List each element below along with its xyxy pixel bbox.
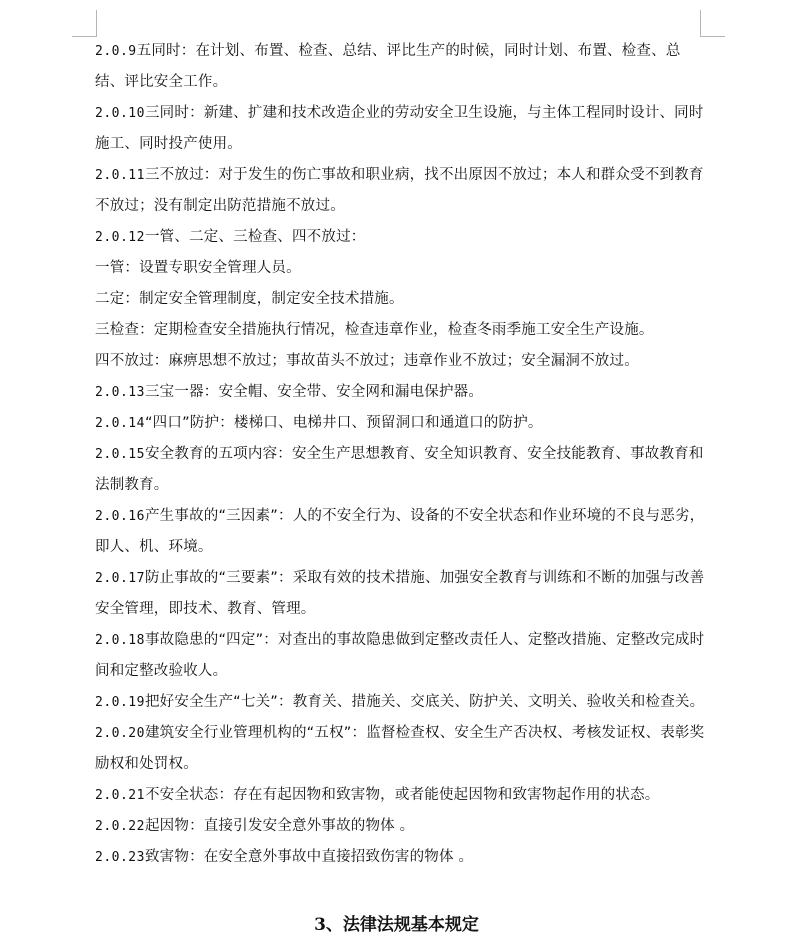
clause-number: 2.0.16 [95,509,145,524]
paragraph-2-0-14 [95,408,705,439]
clause-text: 防止事故的“三要素”：采取有效的技术措施、加强安全教育与训练和不断的加强与改善安全管理，即技术、教育、管理。 [95,570,705,617]
clause-text: 三不放过：对于发生的伤亡事故和职业病，找不出原因不放过；本人和群众受不到教育不放过；没有制定出防范措施不放过。 [95,167,704,214]
clause-text: 建筑安全行业管理机构的“五权”：监督检查权、安全生产否决权、考核发证权、表彰奖励权和处罚权。 [95,725,705,772]
paragraph-2-0-21 [95,780,705,811]
clause-text: 三检查：定期检查安全措施执行情况，检查违章作业，检查冬雨季施工安全生产设施。 [95,322,654,338]
paragraph-2-0-13 [95,377,705,408]
clause-text: 不安全状态：存在有起因物和致害物，或者能使起因物和致害物起作用的状态。 [144,787,660,803]
clause-number: 2.0.21 [95,788,145,803]
clause-text: 把好安全生产“七关”：教育关、措施关、交底关、防护关、文明关、验收关和检查关。 [144,694,705,710]
clause-text: 致害物：在安全意外事故中直接招致伤害的物体 。 [144,849,474,865]
clause-text: 事故隐患的“四定”：对查出的事故隐患做到定整改责任人、定整改措施、定整改完成时间和定整改验收人。 [95,632,705,679]
clause-number: 2.0.9 [95,44,137,59]
paragraph-2-0-10 [95,98,705,160]
clause-text: 一管：设置专职安全管理人员。 [95,260,301,276]
paragraph-2-0-16 [95,501,705,563]
clause-text: “四口”防护：楼梯口、电梯井口、预留洞口和通道口的防护。 [144,415,543,431]
paragraph-si-bu-fang-guo [95,346,705,377]
clause-text: 起因物：直接引发安全意外事故的物体 。 [144,818,415,834]
clause-number: 2.0.19 [95,695,145,710]
clause-number: 2.0.15 [95,447,145,462]
paragraph-er-ding [95,284,705,315]
clause-number: 2.0.22 [95,819,145,834]
clause-text: 产生事故的“三因素”：人的不安全行为、设备的不安全状态和作业环境的不良与恶劣，即人、机、环境。 [95,508,705,555]
paragraph-yi-guan [95,253,705,284]
clause-number: 2.0.14 [95,416,145,431]
clause-text: 安全教育的五项内容：安全生产思想教育、安全知识教育、安全技能教育、事故教育和法制教育。 [95,446,704,493]
section-heading: 3、法律法规基本规定 [314,915,479,935]
clause-number: 2.0.20 [95,726,145,741]
paragraph-2-0-15 [95,439,705,501]
clause-text: 五同时：在计划、布置、检查、总结、评比生产的时候，同时计划、布置、检查、总结、评比安全工作。 [95,43,681,90]
paragraph-2-0-11 [95,160,705,222]
paragraph-san-jian-cha [95,315,705,346]
clause-number: 2.0.12 [95,230,145,245]
clause-number: 2.0.13 [95,385,145,400]
paragraph-2-0-22 [95,811,705,842]
clause-number: 2.0.17 [95,571,145,586]
clause-number: 2.0.11 [95,168,145,183]
page-corner-mark-left [72,10,97,37]
clause-number: 2.0.10 [95,106,145,121]
paragraph-2-0-19 [95,687,705,718]
clause-text: 二定：制定安全管理制度，制定安全技术措施。 [95,291,404,307]
document-body [95,36,705,873]
clause-text: 四不放过：麻痹思想不放过；事故苗头不放过；违章作业不放过；安全漏洞不放过。 [95,353,639,369]
paragraph-2-0-9 [95,36,705,98]
clause-number: 2.0.23 [95,850,145,865]
clause-text: 三同时：新建、扩建和技术改造企业的劳动安全卫生设施，与主体工程同时设计、同时施工、同时投产使用。 [95,105,704,152]
page-corner-mark-right [700,10,725,37]
paragraph-2-0-17 [95,563,705,625]
paragraph-2-0-12 [95,222,705,253]
paragraph-2-0-23 [95,842,705,873]
paragraph-2-0-20 [95,718,705,780]
clause-number: 2.0.18 [95,633,145,648]
clause-text: 一管、二定、三检查、四不放过： [144,229,366,245]
paragraph-2-0-18 [95,625,705,687]
clause-text: 三宝一器：安全帽、安全带、安全网和漏电保护器。 [144,384,484,400]
